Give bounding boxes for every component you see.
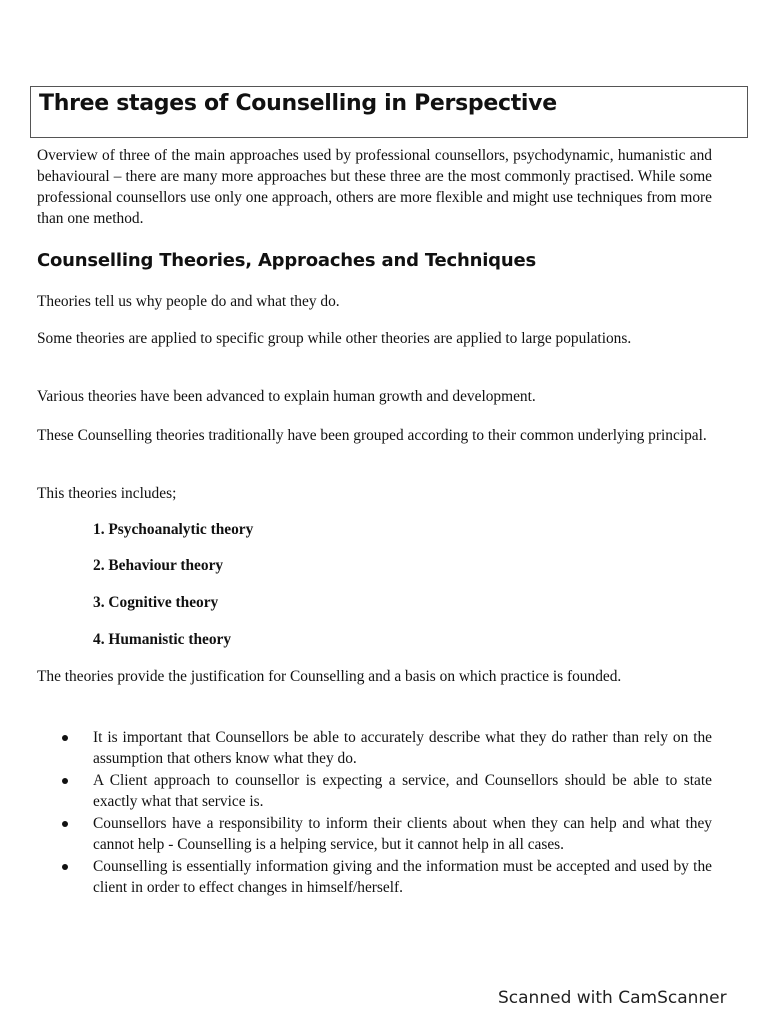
section-heading: Counselling Theories, Approaches and Techniques <box>37 250 537 271</box>
bullet-icon <box>62 864 68 870</box>
list-item <box>60 770 712 812</box>
bullet-text: It is important that Counsellors be able to accurately describe what they do rather than rely on the assumption that others know what they do. <box>93 729 712 767</box>
bullet-text: Counselling is essentially information giving and the information must be accepted and used by the client in order to effect changes in himself/herself. <box>93 858 712 896</box>
scanner-watermark: Scanned with CamScanner <box>498 988 727 1008</box>
bullet-icon <box>62 735 68 741</box>
bullet-text: Counsellors have a responsibility to inform their clients about when they can help and what they cannot help - Counselling is a helping service, but it cannot help in all cases. <box>93 815 712 853</box>
list-item <box>60 813 712 855</box>
paragraph: Various theories have been advanced to explain human growth and development. <box>37 388 536 405</box>
overview-paragraph: Overview of three of the main approaches used by professional counsellors, psychodynamic, humanistic and behavioural – there are many more approaches but these three are the most commonly practised. While some professional counsellors use only one approach, others are more flexible and might use techniques from more than one method. <box>37 147 712 227</box>
bullet-list <box>60 727 712 899</box>
theory-item: 3. Cognitive theory <box>93 594 219 611</box>
bullet-text: A Client approach to counsellor is expecting a service, and Counsellors should be able to state exactly what that service is. <box>93 772 712 810</box>
paragraph: Some theories are applied to specific group while other theories are applied to large populations. <box>37 330 632 347</box>
list-item <box>60 856 712 898</box>
list-item <box>60 727 712 769</box>
title-box <box>30 86 748 138</box>
theory-item: 2. Behaviour theory <box>93 557 224 574</box>
bullet-icon <box>62 821 68 827</box>
paragraph: These Counselling theories traditionally have been grouped according to their common underlying principal. <box>37 427 707 444</box>
theory-item: 4. Humanistic theory <box>93 631 232 648</box>
theory-item: 1. Psychoanalytic theory <box>93 521 254 538</box>
paragraph: Theories tell us why people do and what they do. <box>37 293 340 310</box>
paragraph: This theories includes; <box>37 485 177 502</box>
paragraph: The theories provide the justification for Counselling and a basis on which practice is founded. <box>37 668 622 685</box>
page-title: Three stages of Counselling in Perspective <box>39 91 557 116</box>
bullet-icon <box>62 778 68 784</box>
